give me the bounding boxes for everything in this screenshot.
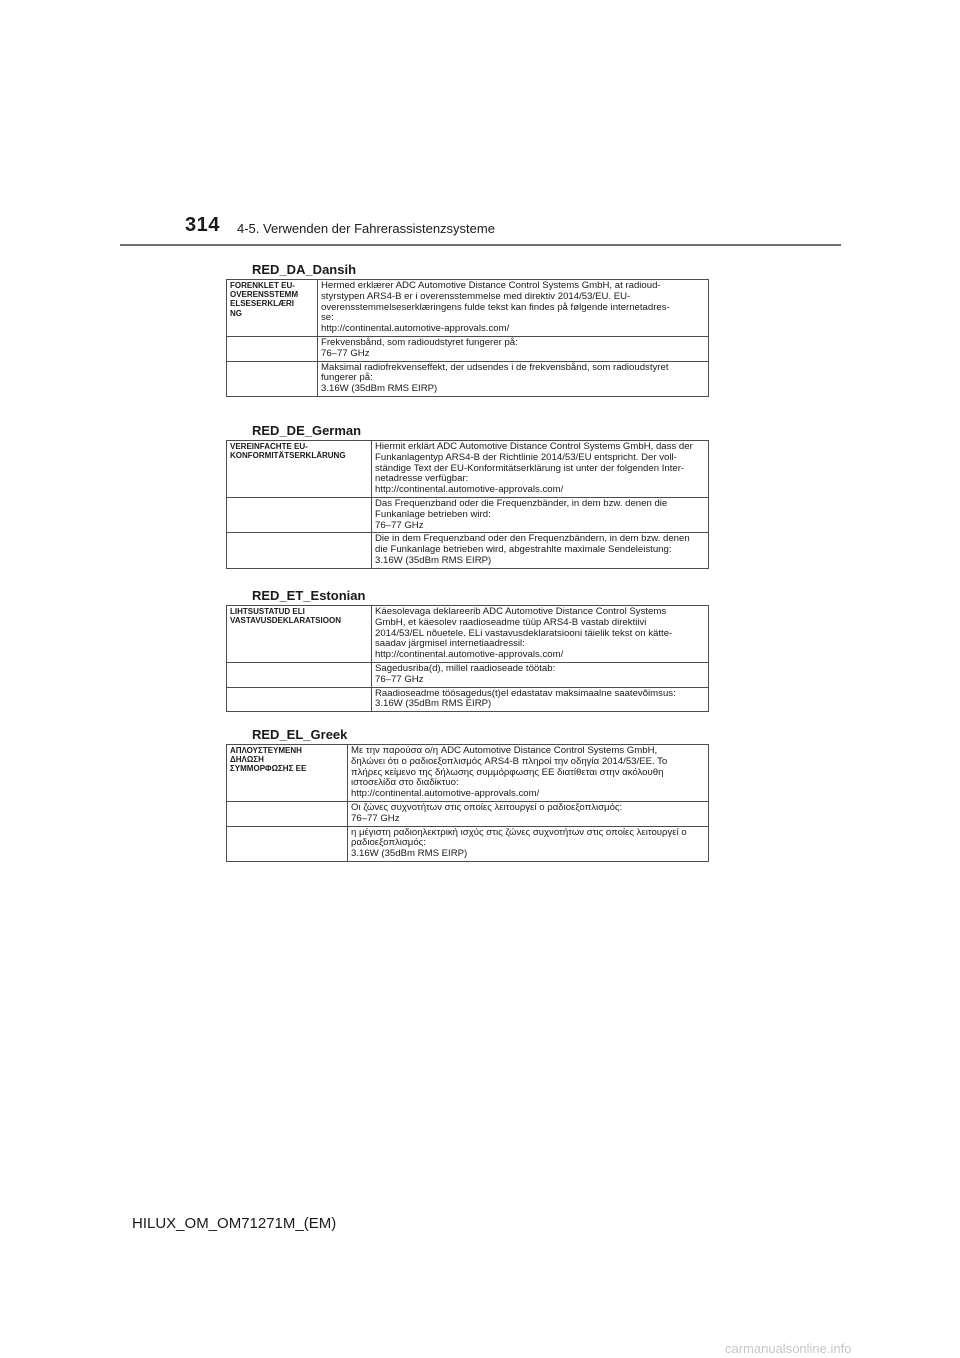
declaration-label: VEREINFACHTE EU- KONFORMITÄTSERKLÄRUNG xyxy=(227,441,372,498)
max-power-text: Die in dem Frequenzband oder den Frequenzbändern, in dem bzw. denen die Funkanlage betrieben wird, abgestrahlte maximale Sendeleistung: 3.16W (35dBm RMS EIRP) xyxy=(372,533,709,568)
table-row xyxy=(227,361,709,396)
table-row xyxy=(227,662,709,687)
chapter-title: 4-5. Verwenden der Fahrerassistenzsysteme xyxy=(237,221,495,236)
declaration-text: Käesolevaga deklareerib ADC Automotive Distance Control Systems GmbH, et käesolev raadioseadme tüüp ARS4-B vastab direktiivi 2014/53/EL nõuetele. ELi vastavusdeklaratsiooni täielik tekst on kätte- saadav järgmisel internetiaadressil: http://continental.automotive-approvals.com/ xyxy=(372,606,709,663)
frequency-band-text: Frekvensbånd, som radioudstyret fungerer på: 76–77 GHz xyxy=(318,336,709,361)
max-power-text: Maksimal radiofrekvenseffekt, der udsendes i de frekvensbånd, som radioudstyret fungerer på: 3.16W (35dBm RMS EIRP) xyxy=(318,361,709,396)
approvals-url: http://continental.automotive-approvals.com/ xyxy=(375,484,564,496)
watermark: carmanualsonline.info xyxy=(725,1341,852,1356)
max-power-text: η μέγιστη ραδιοηλεκτρική ισχύς στις ζώνες συχνοτήτων στις οποίες λειτουργεί ο ραδιοεξοπλισμός: 3.16W (35dBm RMS EIRP) xyxy=(348,826,709,861)
table-row xyxy=(227,826,709,861)
declaration-text: Hiermit erklärt ADC Automotive Distance Control Systems GmbH, dass der Funkanlagentyp ARS4-B der Richtlinie 2014/53/EU entspricht. Der voll- ständige Text der EU-Konformitätserklärung ist unter der folgenden Inter- netadresse verfügbar: http://continental.automotive-approvals.com/ xyxy=(372,441,709,498)
declaration-text: Με την παρούσα ο/η ADC Automotive Distance Control Systems GmbH, δηλώνει ότι ο ραδιοεξοπλισμός ARS4-B πληροί την οδηγία 2014/53/ΕΕ. Το πλήρες κείμενο της δήλωσης συμμόρφωσης ΕΕ διατίθεται στην ακόλουθη ιστοσελίδα στο διαδίκτυο: http://continental.automotive-approvals.com/ xyxy=(348,745,709,802)
approvals-url: http://continental.automotive-approvals.com/ xyxy=(375,649,564,661)
page-number: 314 xyxy=(185,214,220,236)
document-code: HILUX_OM_OM71271M_(EM) xyxy=(132,1215,337,1232)
section-heading-estonian: RED_ET_Estonian xyxy=(252,588,366,603)
table-row xyxy=(227,606,709,663)
table-row xyxy=(227,801,709,826)
approvals-url: http://continental.automotive-approvals.com/ xyxy=(321,323,510,335)
section-heading-german: RED_DE_German xyxy=(252,423,362,438)
table-row xyxy=(227,280,709,337)
declaration-label: FORENKLET EU- OVERENSSTEMM ELSESERKLÆRI NG xyxy=(227,280,318,337)
header-divider xyxy=(120,244,841,246)
conformity-table-german xyxy=(226,440,709,569)
table-row xyxy=(227,745,709,802)
frequency-band-text: Das Frequenzband oder die Frequenzbänder, in dem bzw. denen die Funkanlage betrieben wird: 76–77 GHz xyxy=(372,497,709,532)
table-row xyxy=(227,533,709,568)
table-row xyxy=(227,336,709,361)
max-power-text: Raadioseadme töösagedus(t)el edastatav maksimaalne saatevõimsus: 3.16W (35dBm RMS EIRP) xyxy=(372,687,709,712)
table-row xyxy=(227,441,709,498)
approvals-url: http://continental.automotive-approvals.com/ xyxy=(351,788,540,800)
section-heading-danish: RED_DA_Dansih xyxy=(252,262,357,277)
conformity-table-danish xyxy=(226,279,709,397)
declaration-label: LIHTSUSTATUD ELI VASTAVUSDEKLARATSIOON xyxy=(227,606,372,663)
declaration-label: ΑΠΛΟΥΣΤΕΥΜΕΝΗ ΔΗΛΩΣΗ ΣΥΜΜΟΡΦΩΣΗΣ ΕΕ xyxy=(227,745,348,802)
frequency-band-text: Οι ζώνες συχνοτήτων στις οποίες λειτουργεί ο ραδιοεξοπλισμός: 76–77 GHz xyxy=(348,801,709,826)
frequency-band-text: Sagedusriba(d), millel raadioseade töötab: 76–77 GHz xyxy=(372,662,709,687)
conformity-table-estonian xyxy=(226,605,709,712)
declaration-text: Hermed erklærer ADC Automotive Distance Control Systems GmbH, at radioud- styrstypen ARS4-B er i overensstemmelse med direktiv 2014/53/EU. EU- overensstemmelseserklæringens fulde tekst kan findes på følgende internetadres- se: http://continental.automotive-approvals.com/ xyxy=(318,280,709,337)
section-heading-greek: RED_EL_Greek xyxy=(252,727,348,742)
table-row xyxy=(227,497,709,532)
table-row xyxy=(227,687,709,712)
conformity-table-greek xyxy=(226,744,709,862)
